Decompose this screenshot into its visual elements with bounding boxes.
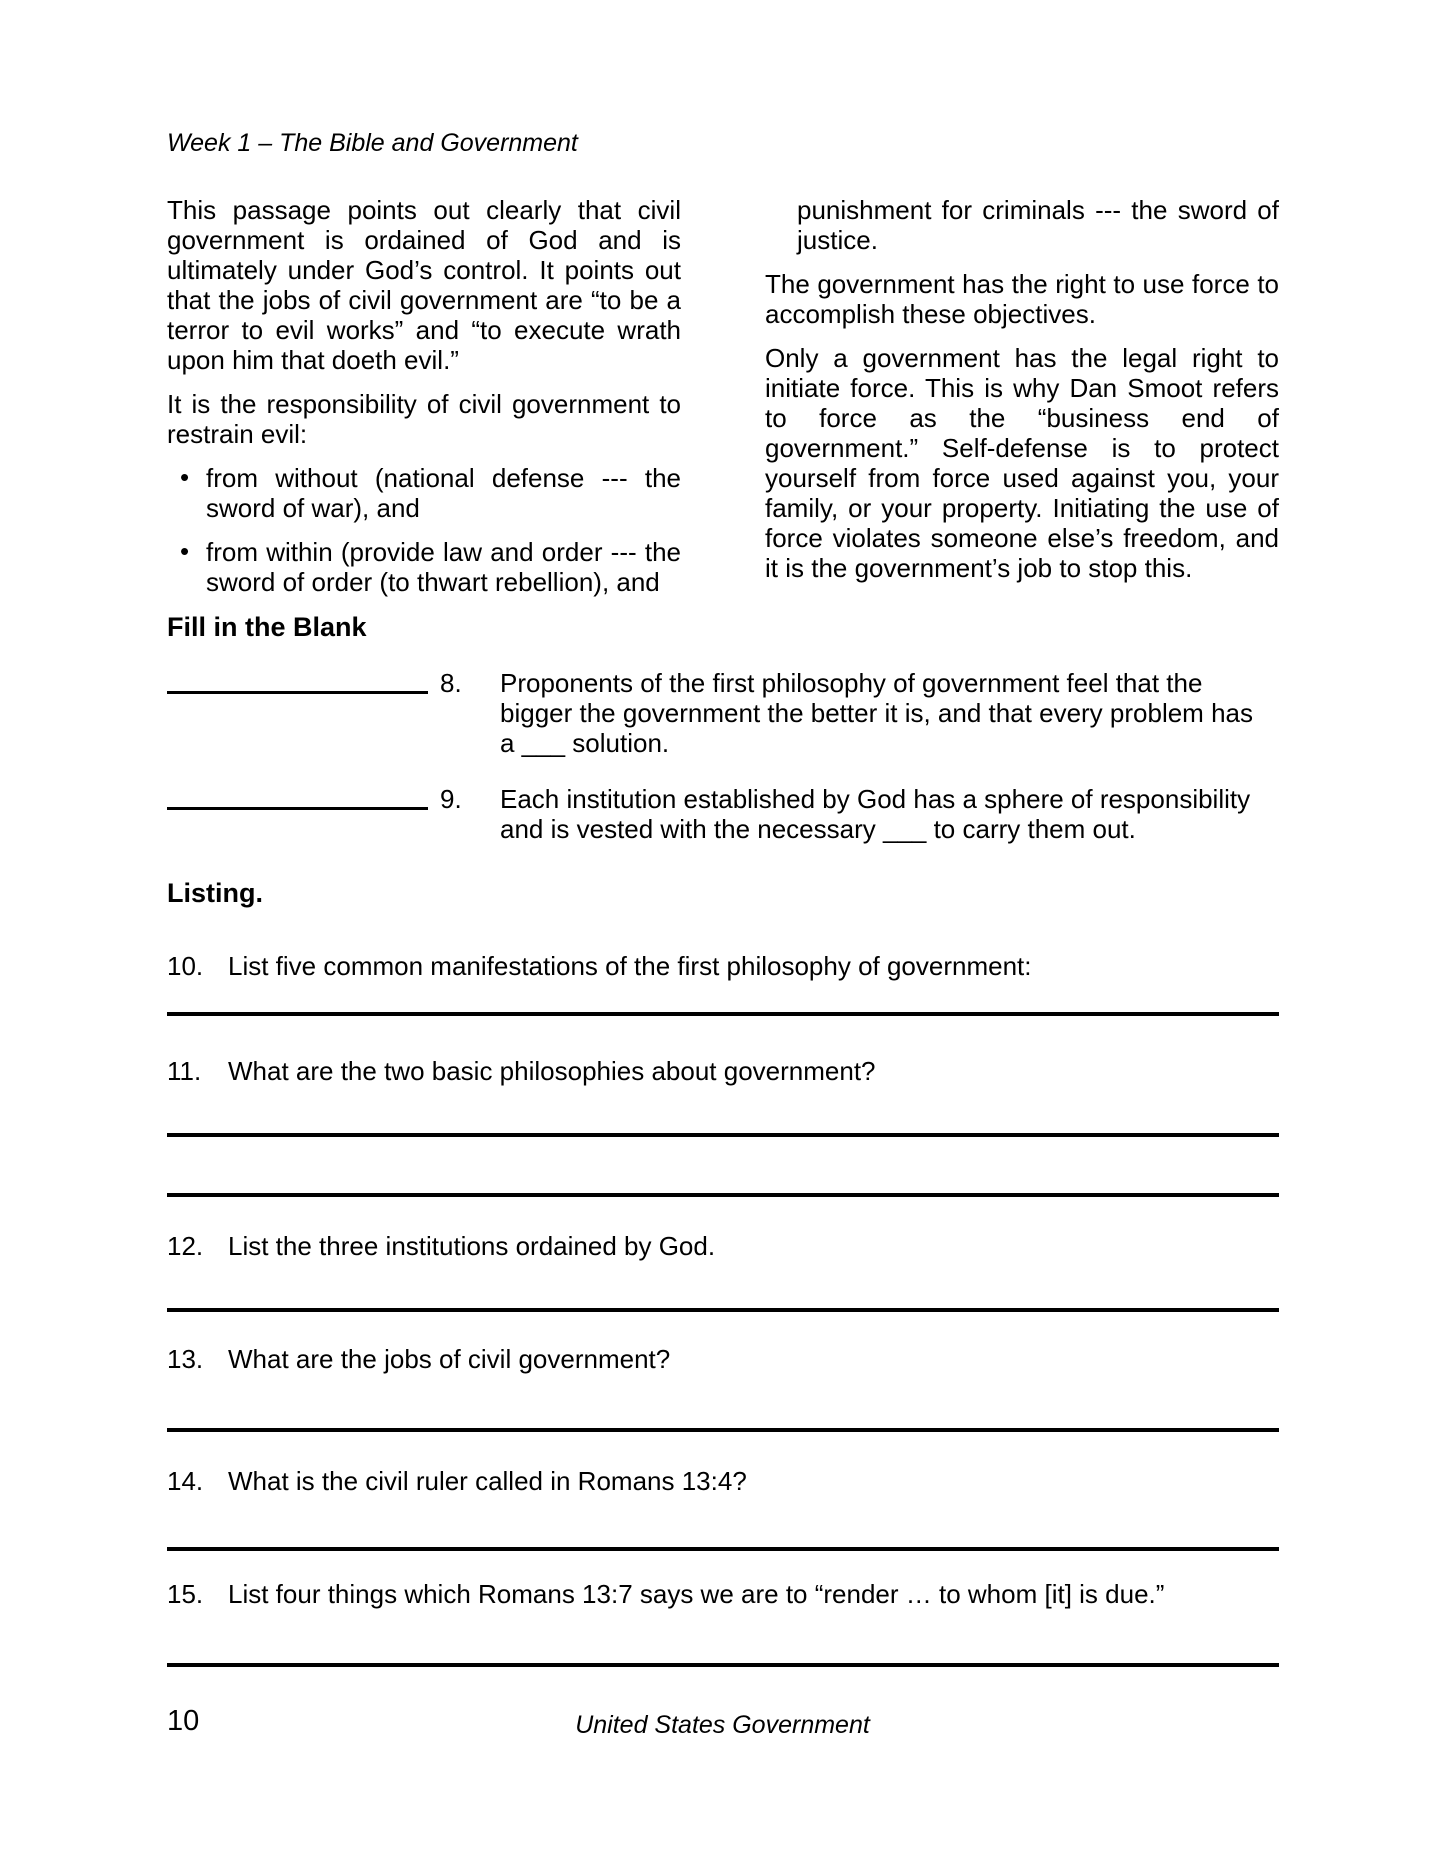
question-row [167, 1344, 1279, 1374]
question-row [167, 1231, 1279, 1261]
question-text: List five common manifestations of the first philosophy of government: [228, 951, 1032, 981]
question-text: List four things which Romans 13:7 says we are to “render … to whom [it] is due.” [228, 1579, 1165, 1609]
answer-line [167, 1012, 1279, 1016]
footer-page-number: 10 [167, 1705, 200, 1737]
item-text: Each institution established by God has a sphere of responsibility and is vested with the necessary ___ to carry them out. [500, 784, 1251, 844]
item-number: 8. [440, 668, 462, 698]
answer-line [167, 1428, 1279, 1432]
bullet-text: from without (national defense --- the sword of war), and [206, 463, 681, 523]
question-number: 14. [167, 1466, 204, 1496]
question-row [167, 951, 1279, 981]
paragraph-continuation: punishment for criminals --- the sword of justice. [797, 195, 1279, 255]
question-text: List the three institutions ordained by God. [228, 1231, 716, 1261]
fill-in-the-blank-heading: Fill in the Blank [167, 612, 367, 642]
bullet-text: from within (provide law and order --- the sword of order (to thwart rebellion), and [206, 537, 681, 597]
question-row [167, 1056, 1279, 1086]
question-number: 13. [167, 1344, 204, 1374]
bullet-item [167, 537, 681, 597]
listing-heading: Listing. [167, 878, 263, 908]
question-number: 11. [167, 1056, 202, 1086]
right-column [765, 195, 1279, 611]
item-number: 9. [440, 784, 462, 814]
bullet-item [167, 463, 681, 523]
paragraph: It is the responsibility of civil government to restrain evil: [167, 389, 681, 449]
bullet-icon: • [180, 536, 190, 566]
question-row [167, 1579, 1279, 1609]
fill-in-item [167, 784, 1279, 844]
paragraph: Only a government has the legal right to initiate force. This is why Dan Smoot refers to force as the “business end of government.” Self-defense is to protect yourself from force used against you, your family, or your property. Initiating the use of force violates someone else’s freedom, and it is the government’s job to stop this. [765, 343, 1279, 583]
running-title: Week 1 – The Bible and Government [167, 129, 578, 157]
question-text: What are the jobs of civil government? [228, 1344, 671, 1374]
question-text: What are the two basic philosophies about government? [228, 1056, 876, 1086]
bullet-icon: • [180, 462, 190, 492]
fill-in-blank-line [167, 668, 428, 694]
footer-title: United States Government [575, 1711, 870, 1739]
question-number: 10. [167, 951, 204, 981]
item-text: Proponents of the first philosophy of government feel that the bigger the government the better it is, and that every problem has a ___ solution. [500, 668, 1253, 758]
answer-line [167, 1193, 1279, 1197]
answer-line [167, 1547, 1279, 1551]
left-column [167, 195, 681, 611]
answer-line [167, 1663, 1279, 1667]
paragraph: The government has the right to use force to accomplish these objectives. [765, 269, 1279, 329]
question-text: What is the civil ruler called in Romans 13:4? [228, 1466, 747, 1496]
paragraph: This passage points out clearly that civil government is ordained of God and is ultimately under God’s control. It points out that the jobs of civil government are “to be a terror to evil works” and “to execute wrath upon him that doeth evil.” [167, 195, 681, 375]
fill-in-item [167, 668, 1279, 758]
body-columns [167, 195, 1279, 611]
fill-in-blank-line [167, 784, 428, 810]
question-row [167, 1466, 1279, 1496]
question-number: 12. [167, 1231, 204, 1261]
question-number: 15. [167, 1579, 204, 1609]
answer-line [167, 1133, 1279, 1137]
answer-line [167, 1308, 1279, 1312]
